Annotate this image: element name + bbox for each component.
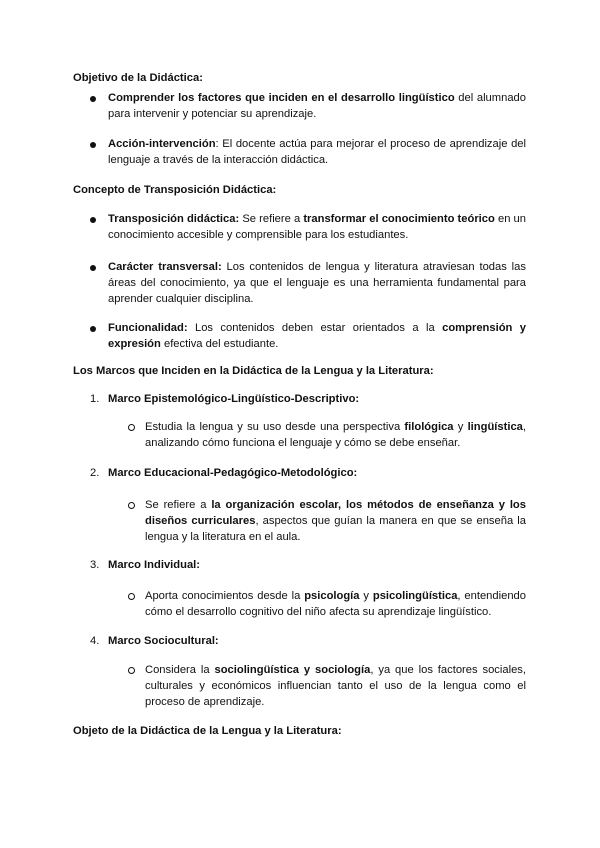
marco-title: Marco Educacional-Pedagógico-Metodológico: bbox=[108, 467, 358, 479]
circle-bullet-icon bbox=[128, 593, 135, 600]
heading-marcos: Los Marcos que Inciden en la Didáctica de la Lengua y la Literatura: bbox=[73, 365, 434, 377]
bullet-icon bbox=[90, 217, 96, 223]
objetivo-item-1: Comprender los factores que inciden en el desarrollo lingüístico del alumnado para intervenir y potenciar su aprendizaje. bbox=[108, 92, 526, 120]
bullet-icon bbox=[90, 265, 96, 271]
heading-concepto: Concepto de Transposición Didáctica: bbox=[73, 184, 277, 196]
marco-description: Aporta conocimientos desde la psicología y psicolingüística, entendiendo cómo el desarrollo cognitivo del niño afecta su aprendizaje lingüístico. bbox=[145, 590, 526, 618]
marco-title: Marco Epistemológico-Lingüístico-Descriptivo: bbox=[108, 393, 360, 405]
objetivo-item-2: Acción-intervención: El docente actúa para mejorar el proceso de aprendizaje del lenguaje a través de la interacción didáctica. bbox=[108, 138, 526, 166]
circle-bullet-icon bbox=[128, 502, 135, 509]
marco-description: Considera la sociolingüística y sociología, ya que los factores sociales, culturales y económicos influencian tanto el uso de la lengua como el proceso de aprendizaje. bbox=[145, 664, 527, 708]
bullet-icon bbox=[90, 142, 96, 148]
bullet-icon bbox=[90, 326, 96, 332]
marco-number: 2. bbox=[90, 467, 100, 479]
heading-objetivo: Objetivo de la Didáctica: bbox=[73, 72, 203, 84]
marco-title: Marco Sociocultural: bbox=[108, 635, 219, 647]
circle-bullet-icon bbox=[128, 667, 135, 674]
concepto-item-1: Transposición didáctica: Se refiere a transformar el conocimiento teórico en un conocimiento accesible y comprensible para los estudiantes. bbox=[108, 213, 526, 241]
marco-description: Se refiere a la organización escolar, los métodos de enseñanza y los diseños curriculares, aspectos que guían la manera en que se enseña la lengua y la literatura en el aula. bbox=[145, 499, 526, 543]
marco-number: 3. bbox=[90, 559, 100, 571]
concepto-item-3: Funcionalidad: Los contenidos deben estar orientados a la comprensión y expresión efectiva del estudiante. bbox=[108, 322, 526, 350]
bullet-icon bbox=[90, 96, 96, 102]
marco-number: 1. bbox=[90, 393, 100, 405]
marco-number: 4. bbox=[90, 635, 100, 647]
heading-objeto: Objeto de la Didáctica de la Lengua y la Literatura: bbox=[73, 725, 342, 737]
concepto-item-2: Carácter transversal: Los contenidos de lengua y literatura atraviesan todas las áreas del conocimiento, ya que el lenguaje es una herramienta fundamental para aprender cualquier disciplina. bbox=[108, 261, 526, 305]
marco-description: Estudia la lengua y su uso desde una perspectiva filológica y lingüística, analizando cómo funciona el lenguaje y cómo se debe enseñar. bbox=[145, 421, 527, 449]
marco-title: Marco Individual: bbox=[108, 559, 200, 571]
circle-bullet-icon bbox=[128, 424, 135, 431]
